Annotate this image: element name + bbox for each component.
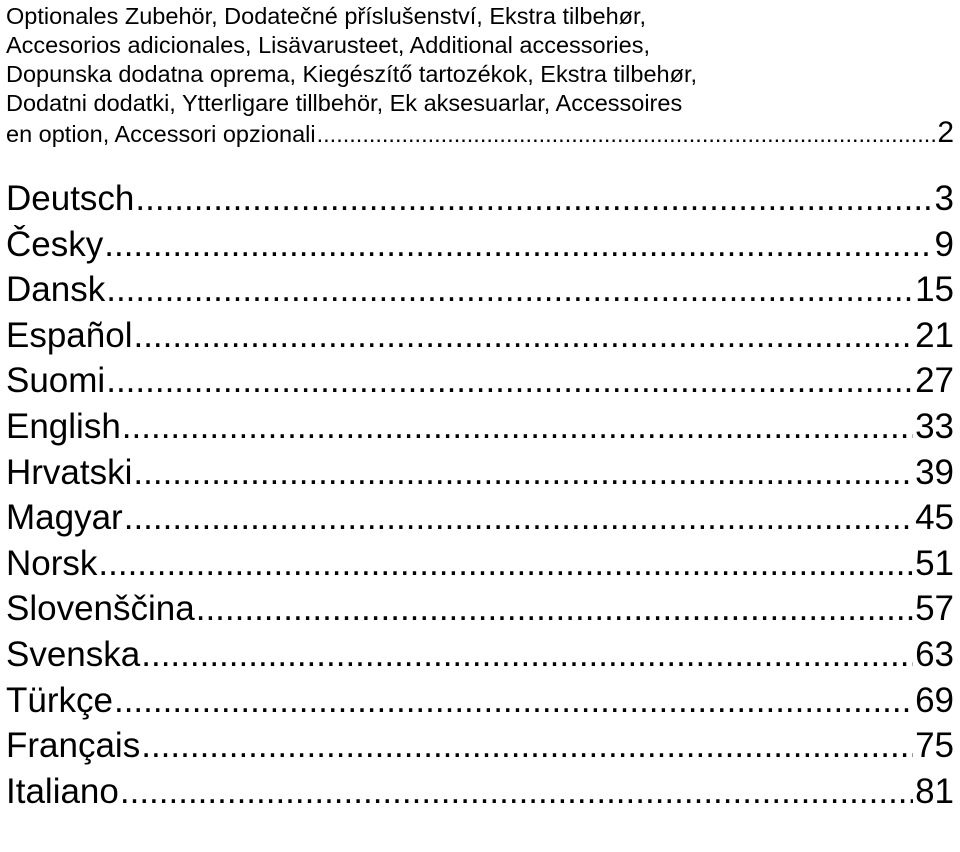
toc-row-cesky[interactable] xyxy=(6,222,954,268)
toc-label: English xyxy=(6,406,121,446)
page-number: 45 xyxy=(915,498,954,538)
dot-leader xyxy=(114,678,913,724)
page-number: 39 xyxy=(915,452,954,492)
page-number: 57 xyxy=(915,589,954,629)
accessories-toc-row[interactable] xyxy=(6,118,954,147)
toc-label: Svenska xyxy=(6,634,141,674)
toc-label: Česky xyxy=(6,224,104,264)
dot-leader xyxy=(133,313,913,359)
toc-row-turkce[interactable] xyxy=(6,678,954,724)
dot-leader xyxy=(141,632,913,678)
accessories-title-line: Dodatni dodatki, Ytterligare tillbehör, Ek aksesuarlar, Accessoires xyxy=(6,90,683,116)
dot-leader xyxy=(196,586,913,632)
page-number: 63 xyxy=(915,634,954,674)
page-number: 51 xyxy=(915,543,954,583)
dot-leader xyxy=(124,495,913,541)
toc-row-deutsch[interactable] xyxy=(6,176,954,222)
toc-row-francais[interactable] xyxy=(6,723,954,769)
toc-row-hrvatski[interactable] xyxy=(6,450,954,496)
toc-label: Magyar xyxy=(6,498,123,538)
toc-label: Suomi xyxy=(6,361,106,401)
dot-leader xyxy=(141,723,913,769)
accessories-title-line: Optionales Zubehör, Dodatečné příslušenství, Ekstra tilbehør, xyxy=(6,3,647,29)
toc-label: Italiano xyxy=(6,771,119,811)
accessories-title-line: Accesorios adicionales, Lisävarusteet, Additional accessories, xyxy=(6,32,650,58)
page-number: 9 xyxy=(934,224,954,264)
toc-row-dansk[interactable] xyxy=(6,267,954,313)
page-number: 3 xyxy=(934,179,954,218)
page-number: 21 xyxy=(915,315,954,355)
toc-label: Hrvatski xyxy=(6,452,133,492)
accessories-title-last-line: en option, Accessori opzionali xyxy=(6,121,316,147)
page-number: 27 xyxy=(915,361,954,401)
dot-leader xyxy=(133,450,913,496)
toc-row-norsk[interactable] xyxy=(6,541,954,587)
page-number: 33 xyxy=(915,406,954,446)
page-number: 2 xyxy=(937,118,954,147)
toc-row-italiano[interactable] xyxy=(6,769,954,815)
dot-leader xyxy=(106,267,913,313)
dot-leader xyxy=(98,541,913,587)
toc-label: Español xyxy=(6,315,133,355)
dot-leader xyxy=(135,176,932,222)
dot-leader xyxy=(317,120,936,147)
dot-leader xyxy=(120,769,913,815)
toc-label: Slovenščina xyxy=(6,589,195,629)
page-number: 81 xyxy=(915,771,954,811)
accessories-title-line: Dopunska dodatna oprema, Kiegészítő tartozékok, Ekstra tilbehør, xyxy=(6,61,698,87)
dot-leader xyxy=(104,222,932,268)
toc-label: Deutsch xyxy=(6,179,135,218)
toc-row-svenska[interactable] xyxy=(6,632,954,678)
dot-leader xyxy=(122,404,913,450)
toc-row-magyar[interactable] xyxy=(6,495,954,541)
page-number: 69 xyxy=(915,680,954,720)
accessories-entry xyxy=(6,0,954,147)
toc-label: Dansk xyxy=(6,270,106,310)
page-number: 15 xyxy=(915,270,954,310)
toc-label: Français xyxy=(6,726,141,766)
dot-leader xyxy=(106,358,913,404)
toc-label: Türkçe xyxy=(6,680,113,720)
toc-row-english[interactable] xyxy=(6,404,954,450)
table-of-contents xyxy=(6,176,954,814)
toc-row-espanol[interactable] xyxy=(6,313,954,359)
toc-row-slovenscina[interactable] xyxy=(6,586,954,632)
toc-row-suomi[interactable] xyxy=(6,358,954,404)
page-number: 75 xyxy=(915,726,954,766)
toc-label: Norsk xyxy=(6,543,98,583)
